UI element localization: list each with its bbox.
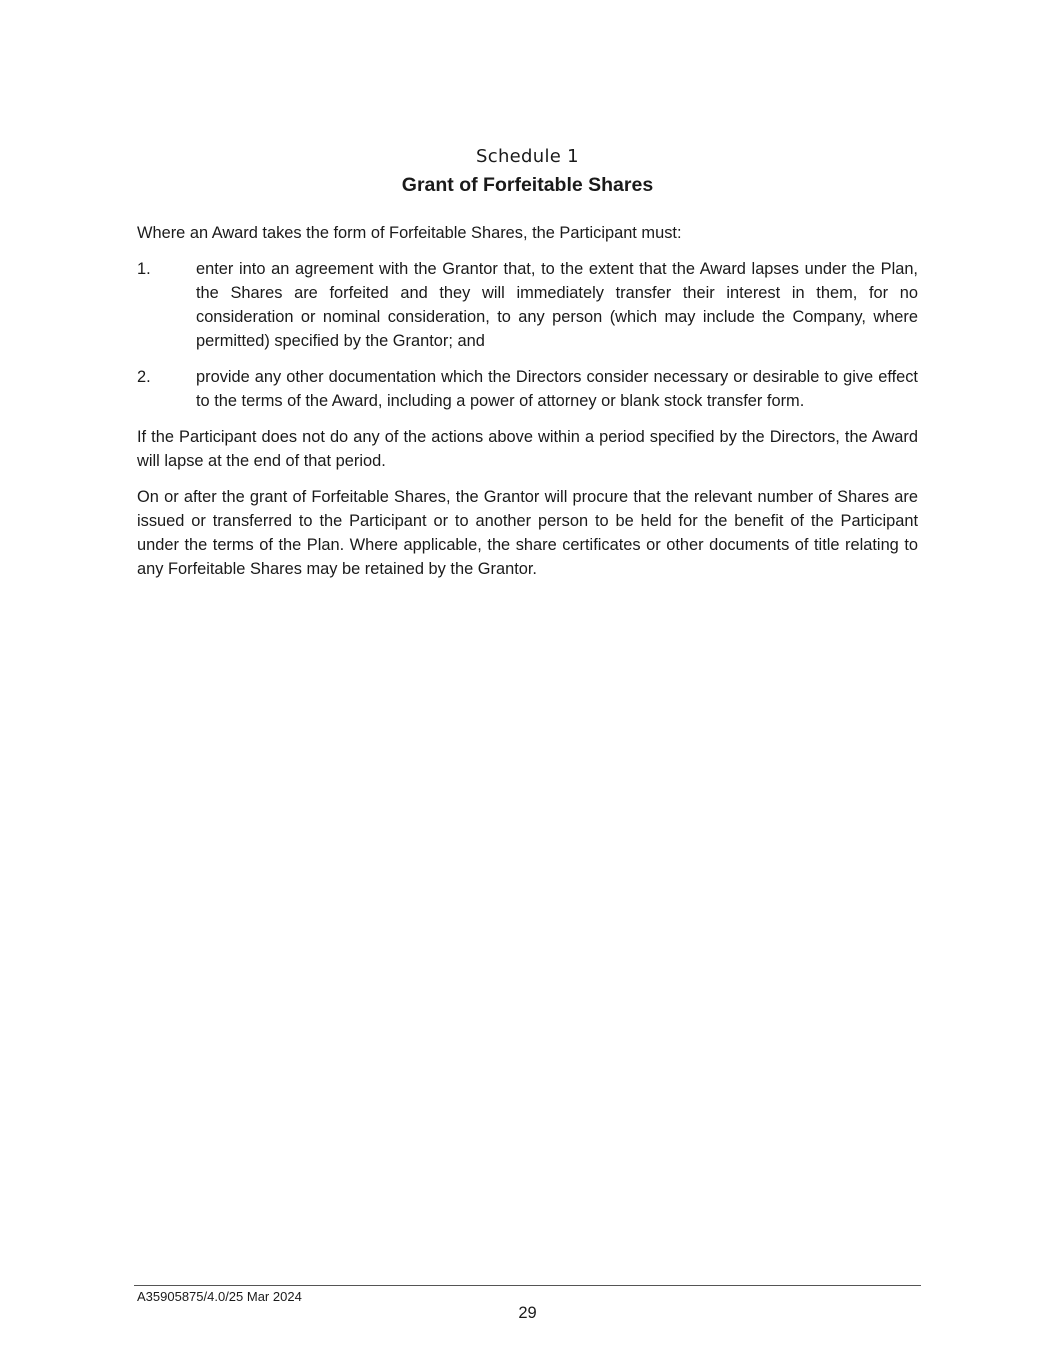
list-item	[137, 365, 918, 413]
document-body	[137, 221, 918, 593]
list-item-number: 2.	[137, 368, 151, 386]
intro-paragraph: Where an Award takes the form of Forfeitable Shares, the Participant must:	[137, 224, 682, 242]
list-item-number: 1.	[137, 260, 151, 278]
list-item	[137, 257, 918, 353]
footer-divider	[134, 1285, 921, 1286]
document-reference: A35905875/4.0/25 Mar 2024	[137, 1289, 302, 1304]
lapse-paragraph: If the Participant does not do any of the actions above within a period specified by the Directors, the Award will lapse at the end of that period.	[137, 428, 918, 470]
schedule-title: Grant of Forfeitable Shares	[401, 174, 654, 196]
grant-paragraph: On or after the grant of Forfeitable Shares, the Grantor will procure that the relevant number of Shares are issued or transferred to the Participant or to another person to be held for the benefit of the Participant under the terms of the Plan. Where applicable, the share certificates or other documents of title relating to any Forfeitable Shares may be retained by the Grantor.	[137, 488, 918, 578]
list-item-text: provide any other documentation which the Directors consider necessary or desirable to give effect to the terms of the Award, including a power of attorney or blank stock transfer form.	[196, 368, 918, 410]
list-item-text: enter into an agreement with the Grantor that, to the extent that the Award lapses under the Plan, the Shares are forfeited and they will immediately transfer their interest in them, for no consideration or nominal consideration, to any person (which may include the Company, where permitted) specified by the Grantor; and	[196, 260, 918, 350]
schedule-label: Schedule 1	[476, 146, 579, 167]
page-number: 29	[518, 1304, 537, 1322]
requirements-list	[137, 257, 918, 413]
